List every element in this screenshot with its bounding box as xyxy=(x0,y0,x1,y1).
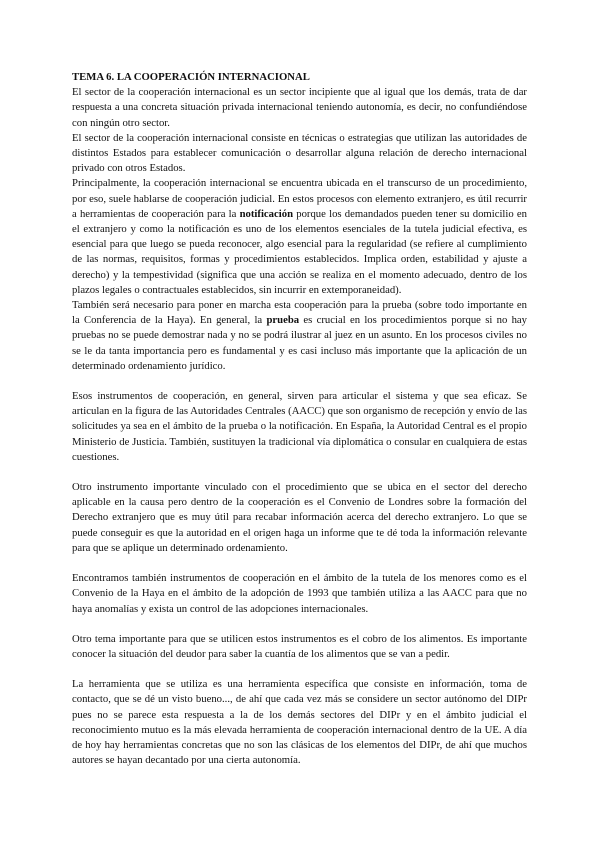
paragraph-central-authorities: Esos instrumentos de cooperación, en general, sirven para articular el sistema y que sea eficaz. Se articulan en la figura de las Autoridades Centrales (AACC) que son organismo de recepción y envío de las solicitudes ya sea en el ámbito de la prueba o la notificación. En España, la Autoridad Central es el propio Ministerio de Justicia. También, sustituyen la tradicional vía diplomática o consular en cualquiera de estas cuestiones. xyxy=(72,390,527,463)
text-span: es crucial en los procedimientos porque si no hay pruebas no se puede demostrar nada y no se podrá ilustrar al juez en un asunto. En los procesos civiles no se le da tanta importancia pero es fundamental y es casi incluso más importante que la aplicación de un determinado ordenamiento jurídico. xyxy=(72,314,528,372)
paragraph-definition: El sector de la cooperación internacional consiste en técnicas o estrategias que utilizan las autoridades de distintos Estados para establecer comunicación o desarrollar alguna relación de derecho internacional privado con otros Estados. xyxy=(72,131,527,175)
paragraph-notification xyxy=(72,176,527,298)
paragraph-intro: El sector de la cooperación internacional es un sector incipiente que al igual que los demás, trata de dar respuesta a una concreta situación privada internacional teniendo autonomía, es decir, no confundiéndose con ningún otro sector. xyxy=(72,86,527,129)
paragraph-maintenance: Otro tema importante para que se utilicen estos instrumentos es el cobro de los alimentos. Es importante conocer la situación del deudor para saber la cuantía de los alimentos que se van a pedir. xyxy=(72,632,527,660)
paragraph-gap xyxy=(72,374,527,389)
page-title: TEMA 6. LA COOPERACIÓN INTERNACIONAL xyxy=(72,71,310,83)
paragraph-gap xyxy=(72,556,527,571)
text-span: Principalmente, la cooperación internacional se encuentra ubicada en el transcurso de un procedimiento, por eso, suele hablarse de cooperación judicial. En estos procesos con elemento extranjero, es útil recurrir a herramientas de cooperación para la xyxy=(72,177,527,220)
text-span: porque los demandados pueden tener su domicilio en el extranjero y como la notificación es uno de los elementos esenciales de la tutela judicial efectiva, es esencial para que luego se pueda reconocer, algo esencial para la regularidad (se refiere al cumplimiento de las normas, requisitos, formas y procedimientos establecidos. Implica orden, estabilidad y ajuste a derecho) y la tempestividad (significa que una acción se realiza en el momento adecuado, dentro de los plazos legales o contractuales establecidos, sin incurrir en extemporaneidad). xyxy=(72,207,527,296)
bold-term-prueba: prueba xyxy=(266,314,300,327)
paragraph-london-convention: Otro instrumento importante vinculado con el procedimiento que se ubica en el sector del derecho aplicable en la causa pero dentro de la cooperación es el Convenio de Londres sobre la formación del Derecho extranjero que es muy útil para recabar información acerca del derecho extranjero. Lo que se puede conseguir es que la autoridad en el origen haga un informe que te dé toda la información relevante para que se aplique un determinado ordenamiento. xyxy=(72,481,527,554)
document-page xyxy=(72,70,527,768)
bold-term-notificacion: notificación xyxy=(239,207,294,220)
paragraph-gap xyxy=(72,617,527,632)
paragraph-gap xyxy=(72,465,527,480)
paragraph-autonomy: La herramienta que se utiliza es una herramienta específica que consiste en información, toma de contacto, que se dé un visto bueno..., de ahí que cada vez más se considere un sector autónomo del DIPr pues no se parece esta respuesta a la de los demás sectores del DIPr y en el ámbito judicial el reconocimiento mutuo es la más elevada herramienta de cooperación internacional dentro de la UE. A día de hoy hay herramientas concretas que no son las clásicas de los elementos del DIPr, de ahí que muchos autores se hayan decantado por una cierta autonomía. xyxy=(72,678,527,767)
paragraph-evidence xyxy=(72,298,527,374)
text-span: También será necesario para poner en marcha esta cooperación para la prueba (sobre todo importante en la Conferencia de la Haya). En general, la xyxy=(72,299,527,327)
paragraph-gap xyxy=(72,662,527,677)
paragraph-minors: Encontramos también instrumentos de cooperación en el ámbito de la tutela de los menores como es el Convenio de la Haya en el ámbito de la adopción de 1993 que también utiliza a las AACC para que no haya anomalías y exista un control de las adopciones internacionales. xyxy=(72,572,527,615)
